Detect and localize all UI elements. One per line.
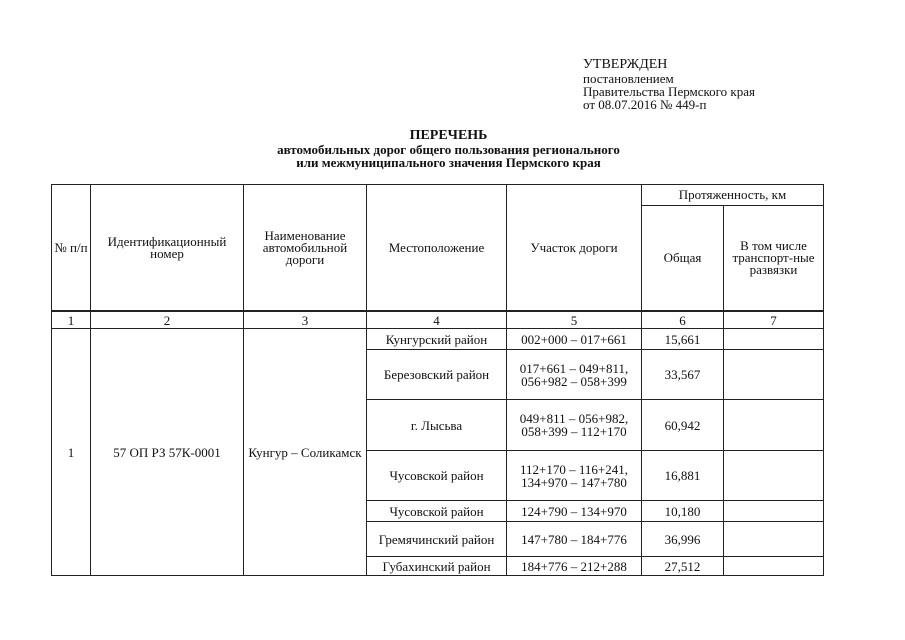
document-subtitle-line-2: или межмуниципального значения Пермского края bbox=[296, 155, 601, 170]
location-cell: Кунгурский район bbox=[367, 329, 507, 350]
interchanges-cell bbox=[724, 350, 824, 400]
location-cell: Губахинский район bbox=[367, 557, 507, 576]
table-row bbox=[52, 329, 824, 350]
approval-line-3: от 08.07.2016 № 449-п bbox=[583, 97, 707, 112]
column-number: 1 bbox=[52, 311, 91, 329]
total-cell: 27,512 bbox=[642, 557, 724, 576]
approval-stamp bbox=[583, 57, 755, 111]
road-id-number: 57 ОП РЗ 57К-0001 bbox=[91, 329, 244, 576]
interchanges-cell bbox=[724, 557, 824, 576]
approval-line-1: постановлением bbox=[583, 71, 674, 86]
header-length-group: Протяженность, км bbox=[642, 185, 824, 206]
document-title: ПЕРЕЧЕНЬ bbox=[409, 128, 488, 143]
interchanges-cell bbox=[724, 329, 824, 350]
road-num: 1 bbox=[52, 329, 91, 576]
location-cell: Гремячинский район bbox=[367, 522, 507, 557]
header-section: Участок дороги bbox=[507, 185, 642, 312]
interchanges-cell bbox=[724, 522, 824, 557]
section-cell: 017+661 – 049+811, 056+982 – 058+399 bbox=[507, 350, 642, 400]
total-cell: 10,180 bbox=[642, 501, 724, 522]
section-cell: 124+790 – 134+970 bbox=[507, 501, 642, 522]
column-number: 4 bbox=[367, 311, 507, 329]
header-num: № п/п bbox=[52, 185, 91, 312]
section-cell: 184+776 – 212+288 bbox=[507, 557, 642, 576]
location-cell: Чусовской район bbox=[367, 451, 507, 501]
header-total: Общая bbox=[642, 206, 724, 312]
header-road-name: Наименование автомобильной дороги bbox=[244, 185, 367, 312]
section-cell: 112+170 – 116+241, 134+970 – 147+780 bbox=[507, 451, 642, 501]
column-number: 3 bbox=[244, 311, 367, 329]
location-cell: г. Лысьва bbox=[367, 400, 507, 451]
header-interchanges: В том числе транспорт-ные развязки bbox=[724, 206, 824, 312]
interchanges-cell bbox=[724, 501, 824, 522]
total-cell: 36,996 bbox=[642, 522, 724, 557]
section-cell: 147+780 – 184+776 bbox=[507, 522, 642, 557]
header-location: Местоположение bbox=[367, 185, 507, 312]
interchanges-cell bbox=[724, 400, 824, 451]
interchanges-cell bbox=[724, 451, 824, 501]
column-number: 6 bbox=[642, 311, 724, 329]
column-number: 7 bbox=[724, 311, 824, 329]
column-number: 5 bbox=[507, 311, 642, 329]
road-name: Кунгур – Соликамск bbox=[244, 329, 367, 576]
total-cell: 60,942 bbox=[642, 400, 724, 451]
total-cell: 33,567 bbox=[642, 350, 724, 400]
column-number: 2 bbox=[91, 311, 244, 329]
approval-heading: УТВЕРЖДЕН bbox=[583, 57, 668, 72]
section-cell: 049+811 – 056+982, 058+399 – 112+170 bbox=[507, 400, 642, 451]
section-cell: 002+000 – 017+661 bbox=[507, 329, 642, 350]
approval-line-2: Правительства Пермского края bbox=[583, 84, 755, 99]
location-cell: Березовский район bbox=[367, 350, 507, 400]
total-cell: 16,881 bbox=[642, 451, 724, 501]
total-cell: 15,661 bbox=[642, 329, 724, 350]
roads-table bbox=[51, 184, 824, 576]
document-subtitle-line-1: автомобильных дорог общего пользования регионального bbox=[277, 142, 620, 157]
header-id-number: Идентификационный номер bbox=[91, 185, 244, 312]
location-cell: Чусовской район bbox=[367, 501, 507, 522]
